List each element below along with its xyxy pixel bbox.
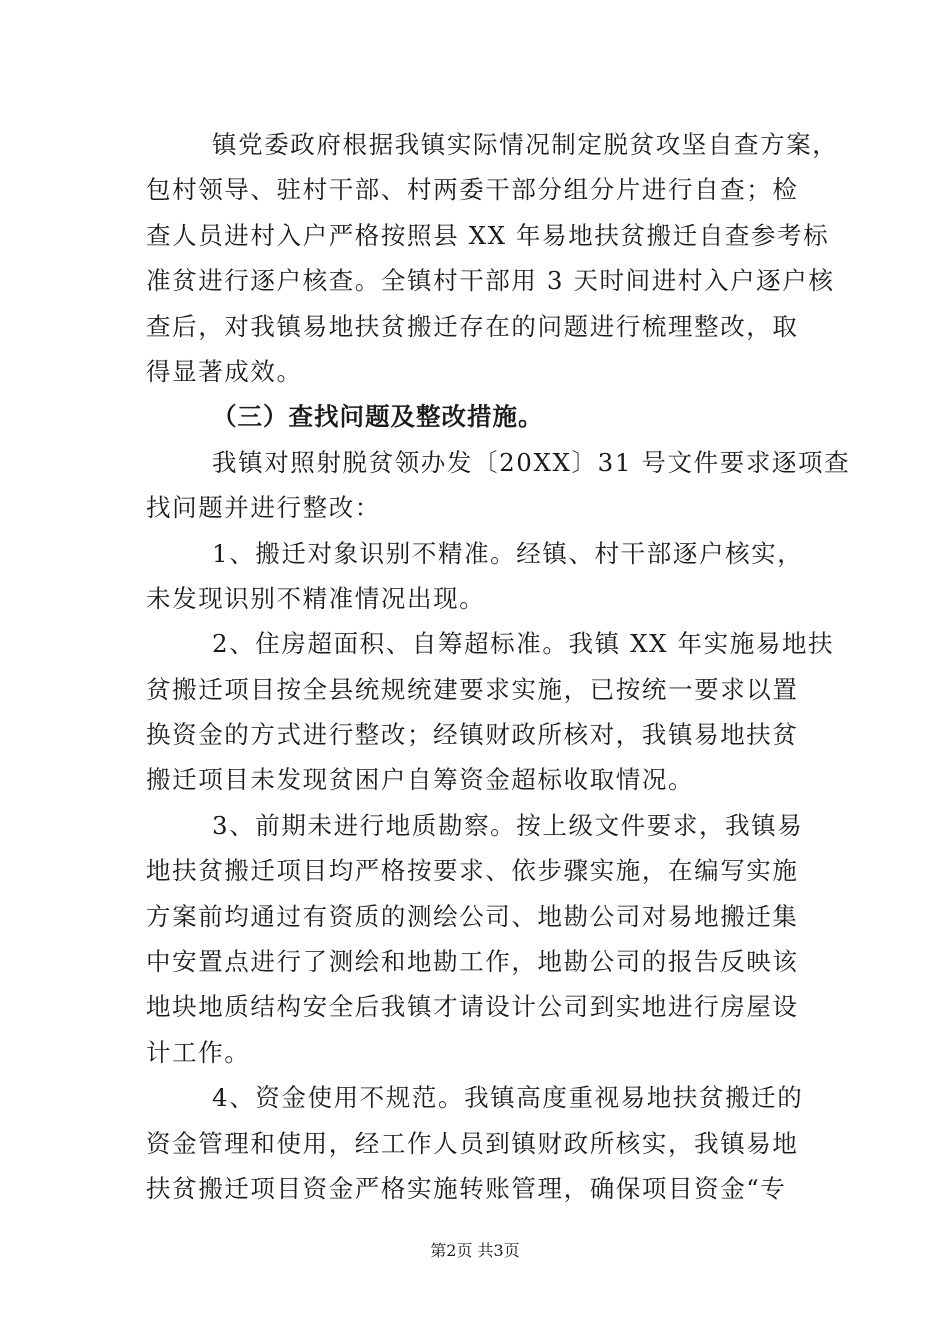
- text-line: 查人员进村入户严格按照县 XX 年易地扶贫搬迁自查参考标: [146, 220, 830, 250]
- text-line: 4、资金使用不规范。我镇高度重视易地扶贫搬迁的: [212, 1083, 804, 1113]
- text-line: 查后，对我镇易地扶贫搬迁存在的问题进行梳理整改，取: [146, 311, 799, 341]
- text-line: 搬迁项目未发现贫困户自筹资金超标收取情况。: [146, 765, 695, 795]
- text-line: 镇党委政府根据我镇实际情况制定脱贫攻坚自查方案，: [212, 130, 839, 159]
- text-line: 3、前期未进行地质勘察。按上级文件要求，我镇易: [212, 810, 804, 840]
- section-heading: （三）查找问题及整改措施。: [212, 402, 544, 432]
- text-line: 扶贫搬迁项目资金严格实施转账管理，确保项目资金“专: [146, 1173, 787, 1203]
- text-line: 2、住房超面积、自筹超标准。我镇 XX 年实施易地扶: [212, 629, 835, 659]
- text-line: 贫搬迁项目按全县统规统建要求实施，已按统一要求以置: [146, 674, 799, 704]
- text-line: 准贫进行逐户核查。全镇村干部用 3 天时间进村入户逐户核: [146, 266, 835, 296]
- text-line: 中安置点进行了测绘和地勘工作，地勘公司的报告反映该: [146, 947, 799, 977]
- text-line: 计工作。: [146, 1037, 251, 1067]
- text-line: 包村领导、驻村干部、村两委干部分组分片进行自查；检: [146, 175, 799, 205]
- page-footer: 第2页 共3页: [430, 1241, 520, 1260]
- document-body: [146, 122, 851, 1211]
- text-line: 得显著成效。: [146, 356, 303, 386]
- text-line: 地扶贫搬迁项目均严格按要求、依步骤实施，在编写实施: [146, 856, 799, 886]
- text-line: 地块地质结构安全后我镇才请设计公司到实地进行房屋设: [146, 992, 799, 1022]
- text-line: 未发现识别不精准情况出现。: [146, 583, 486, 613]
- text-line: 我镇对照射脱贫领办发〔20XX〕31 号文件要求逐项查: [212, 447, 851, 477]
- text-line: 1、搬迁对象识别不精准。经镇、村干部逐户核实，: [212, 538, 804, 568]
- text-line: 找问题并进行整改：: [146, 493, 381, 523]
- text-line: 资金管理和使用，经工作人员到镇财政所核实，我镇易地: [146, 1128, 799, 1158]
- text-line: 方案前均通过有资质的测绘公司、地勘公司对易地搬迁集: [146, 901, 799, 931]
- text-line: 换资金的方式进行整改；经镇财政所核对，我镇易地扶贫: [146, 720, 799, 750]
